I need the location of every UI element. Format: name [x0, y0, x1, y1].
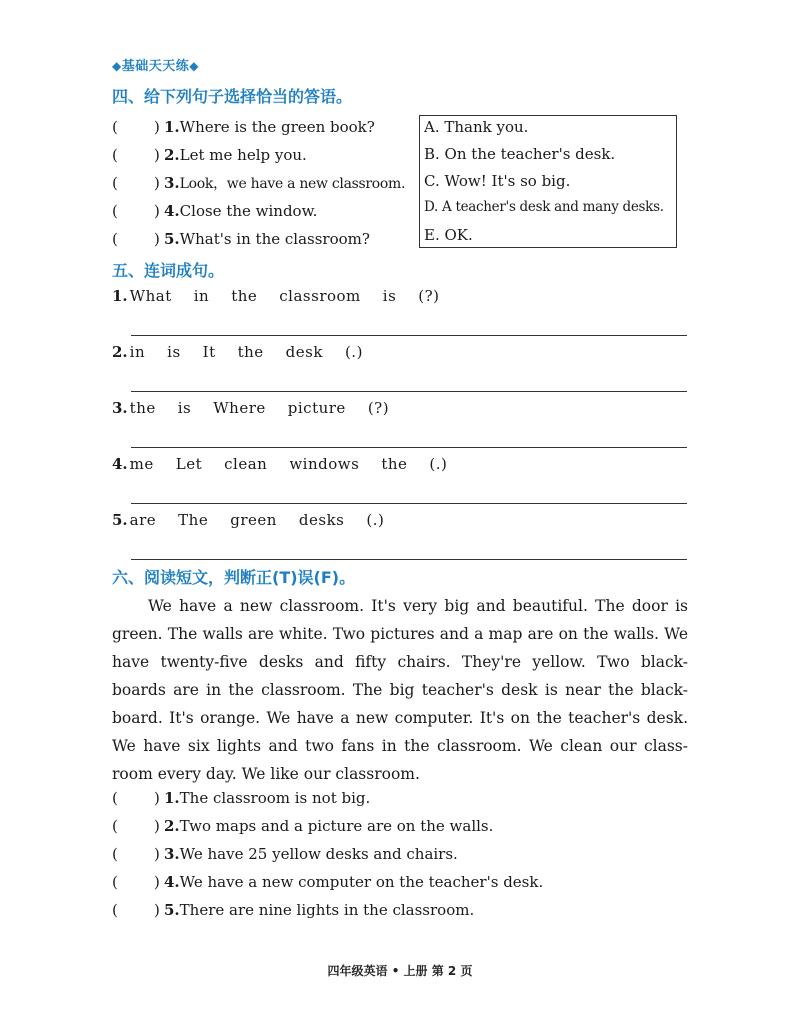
scramble-word: clean: [224, 455, 268, 473]
answer-option: E. OK.: [424, 226, 473, 244]
answer-blank-close: ): [154, 118, 160, 136]
answer-option: D. A teacher's desk and many desks.: [424, 199, 664, 215]
scramble-word: picture: [287, 399, 346, 417]
answer-option: C. Wow! It's so big.: [424, 172, 571, 190]
answer-blank-open[interactable]: (: [112, 230, 118, 248]
answer-line[interactable]: [131, 447, 687, 448]
answer-line[interactable]: [131, 335, 687, 336]
scramble-word: me: [129, 455, 154, 473]
answer-blank-open[interactable]: (: [112, 118, 118, 136]
scramble-word: (?): [367, 399, 390, 417]
scramble-word: green: [230, 511, 277, 529]
scramble-word: (?): [418, 287, 440, 305]
scramble-word: Where: [213, 399, 266, 417]
item-number: 3.: [112, 399, 128, 417]
answer-blank-close: ): [154, 901, 160, 919]
answer-line[interactable]: [131, 503, 687, 504]
scramble-word: It: [202, 343, 216, 361]
scramble-word: are: [129, 511, 157, 529]
scramble-row: [112, 343, 385, 361]
passage-line: room every day. We like our classroom.: [112, 765, 420, 783]
tf-question-row: [112, 898, 474, 922]
question-text: Let me help you.: [179, 146, 307, 164]
question-row: [112, 115, 375, 139]
question-text: Two maps and a picture are on the walls.: [179, 817, 494, 835]
answer-blank-open[interactable]: (: [112, 901, 118, 919]
item-number: 4.: [112, 455, 128, 473]
question-number: 5.: [164, 230, 180, 248]
item-number: 5.: [112, 511, 128, 529]
question-text: The classroom is not big.: [179, 789, 371, 807]
item-number: 2.: [112, 343, 128, 361]
scramble-word: is: [167, 343, 181, 361]
question-number: 2.: [164, 817, 180, 835]
tf-question-row: [112, 814, 493, 838]
scramble-word: the: [129, 399, 156, 417]
answer-blank-open[interactable]: (: [112, 845, 118, 863]
answer-blank-close: ): [154, 230, 160, 248]
scramble-word: the: [231, 287, 258, 305]
scramble-word: What: [129, 287, 172, 305]
scramble-word: (.): [344, 343, 363, 361]
question-number: 5.: [164, 901, 180, 919]
passage-line: We have six lights and two fans in the classroom. We clean our class-: [112, 737, 688, 755]
question-row: [112, 171, 405, 195]
question-number: 1.: [164, 118, 180, 136]
section6-title: 六、阅读短文，判断正(T)误(F)。: [112, 568, 356, 587]
answer-blank-close: ): [154, 146, 160, 164]
answer-blank-close: ): [154, 789, 160, 807]
scramble-word: in: [129, 343, 146, 361]
scramble-word: (.): [429, 455, 448, 473]
scramble-word: the: [381, 455, 408, 473]
question-row: [112, 227, 370, 251]
scramble-row: [112, 399, 411, 417]
tf-question-row: [112, 870, 543, 894]
question-text: We have 25 yellow desks and chairs.: [179, 845, 458, 863]
scramble-word: Let: [175, 455, 203, 473]
question-row: [112, 199, 317, 223]
scramble-row: [112, 287, 462, 305]
scramble-row: [112, 511, 406, 529]
scramble-row: [112, 455, 469, 473]
question-number: 3.: [164, 174, 180, 192]
answer-blank-close: ): [154, 817, 160, 835]
question-text: Close the window.: [179, 202, 318, 220]
answer-option: B. On the teacher's desk.: [424, 145, 616, 163]
answer-blank-open[interactable]: (: [112, 789, 118, 807]
answer-blank-close: ): [154, 174, 160, 192]
answer-blank-close: ): [154, 202, 160, 220]
question-text: We have a new computer on the teacher's desk.: [179, 873, 544, 891]
scramble-word: in: [193, 287, 210, 305]
diamond-left-icon: ◆: [112, 59, 122, 73]
tf-question-row: [112, 842, 458, 866]
page-footer: 四年级英语 • 上册 第 2 页: [327, 964, 473, 978]
question-number: 4.: [164, 873, 180, 891]
diamond-right-icon: ◆: [189, 59, 199, 73]
section4-title: 四、给下列句子选择恰当的答语。: [112, 87, 353, 106]
answer-line[interactable]: [131, 391, 687, 392]
scramble-word: (.): [366, 511, 385, 529]
answer-blank-open[interactable]: (: [112, 873, 118, 891]
scramble-word: windows: [289, 455, 360, 473]
section5-title: 五、连词成句。: [112, 261, 225, 280]
item-number: 1.: [112, 287, 128, 305]
question-text: Look，we have a new classroom.: [179, 176, 406, 192]
question-text: Where is the green book?: [179, 118, 375, 136]
passage-line: board. It's orange. We have a new computer. It's on the teacher's desk.: [112, 709, 688, 727]
answer-box: [419, 115, 677, 248]
header-tag: [112, 55, 199, 74]
passage-line: We have a new classroom. It's very big and beautiful. The door is: [148, 597, 688, 615]
scramble-word: classroom: [279, 287, 361, 305]
tf-question-row: [112, 786, 370, 810]
scramble-word: desks: [298, 511, 345, 529]
scramble-word: is: [382, 287, 397, 305]
question-number: 2.: [164, 146, 180, 164]
reading-passage: [112, 592, 688, 788]
scramble-word: The: [178, 511, 209, 529]
header-tag-label: 基础天天练: [121, 59, 190, 74]
passage-line: have twenty-five desks and fifty chairs. They're yellow. Two black-: [112, 653, 688, 671]
passage-line: green. The walls are white. Two pictures and a map are on the walls. We: [112, 625, 688, 643]
answer-blank-open[interactable]: (: [112, 817, 118, 835]
answer-blank-open[interactable]: (: [112, 146, 118, 164]
question-number: 3.: [164, 845, 180, 863]
question-number: 1.: [164, 789, 180, 807]
scramble-word: is: [177, 399, 192, 417]
answer-blank-close: ): [154, 845, 160, 863]
passage-line: boards are in the classroom. The big teacher's desk is near the black-: [112, 681, 688, 699]
question-row: [112, 143, 307, 167]
question-number: 4.: [164, 202, 180, 220]
question-text: There are nine lights in the classroom.: [179, 901, 475, 919]
answer-blank-open[interactable]: (: [112, 202, 118, 220]
answer-option: A. Thank you.: [424, 118, 529, 136]
answer-line[interactable]: [131, 559, 687, 560]
scramble-word: desk: [285, 343, 323, 361]
question-text: What's in the classroom?: [179, 230, 370, 248]
scramble-word: the: [237, 343, 264, 361]
answer-blank-open[interactable]: (: [112, 174, 118, 192]
answer-blank-close: ): [154, 873, 160, 891]
